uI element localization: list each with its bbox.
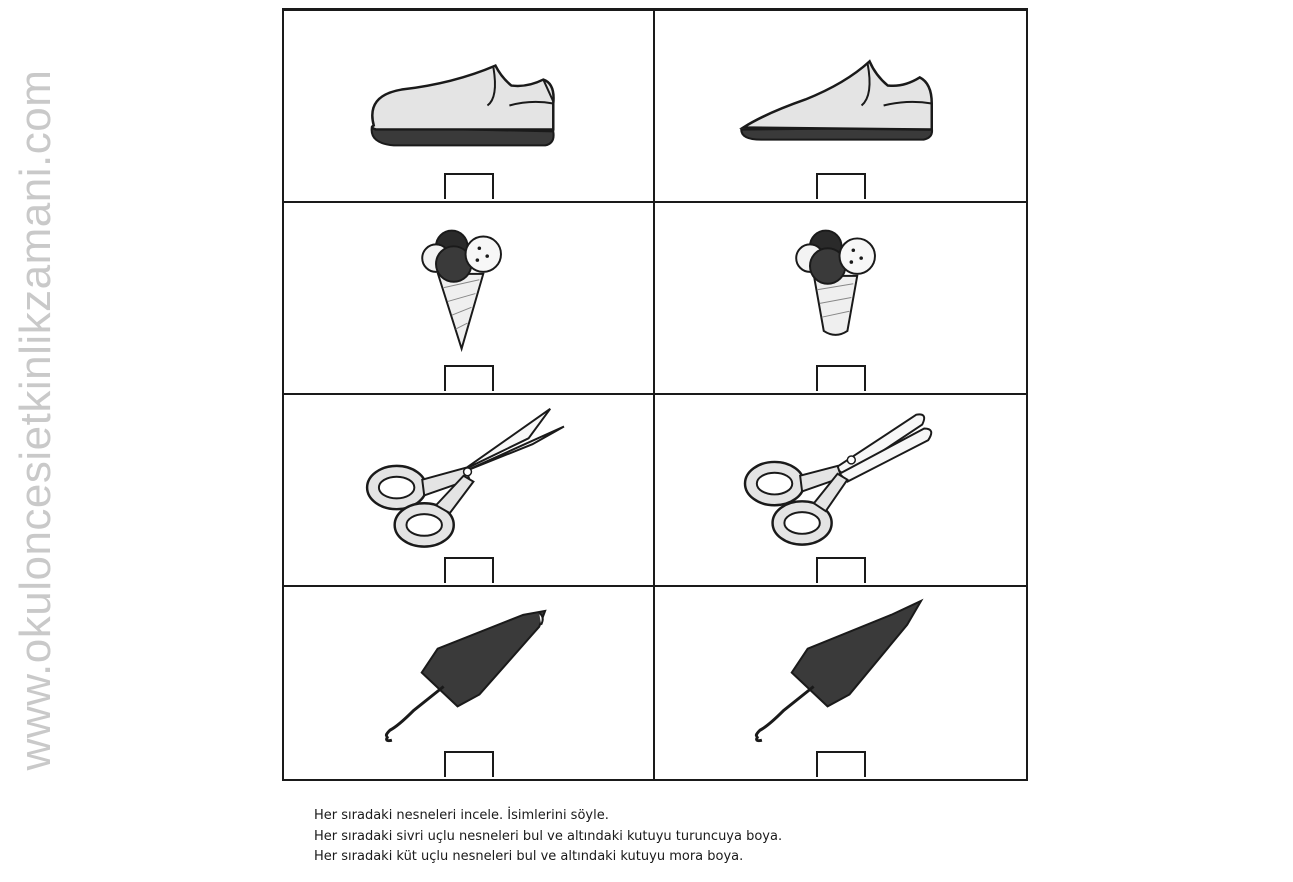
- instruction-line-3: Her sıradaki küt uçlu nesneleri bul ve altındaki kutuyu mora boya.: [314, 849, 744, 864]
- answer-box[interactable]: [444, 365, 494, 391]
- worksheet-grid: [282, 8, 1028, 781]
- answer-box[interactable]: [816, 751, 866, 777]
- answer-box[interactable]: [444, 557, 494, 583]
- cell-umbrella-right: [655, 587, 1026, 779]
- cell-ice-cream-left: [284, 203, 655, 395]
- cell-umbrella-left: [284, 587, 655, 779]
- answer-box[interactable]: [444, 173, 494, 199]
- cell-scissors-right: [655, 395, 1026, 587]
- instructions: [314, 806, 782, 868]
- cell-ice-cream-right: [655, 203, 1026, 395]
- cell-shoe-left: [284, 11, 655, 203]
- answer-box[interactable]: [816, 173, 866, 199]
- answer-box[interactable]: [816, 557, 866, 583]
- instruction-line-1: Her sıradaki nesneleri incele. İsimlerini söyle.: [314, 808, 609, 823]
- cell-scissors-left: [284, 395, 655, 587]
- answer-box[interactable]: [816, 365, 866, 391]
- answer-box[interactable]: [444, 751, 494, 777]
- cell-shoe-right: [655, 11, 1026, 203]
- watermark-url: www.okuloncesietkinlikzamani.com: [11, 69, 60, 771]
- instruction-line-2: Her sıradaki sivri uçlu nesneleri bul ve altındaki kutuyu turuncuya boya.: [314, 828, 783, 844]
